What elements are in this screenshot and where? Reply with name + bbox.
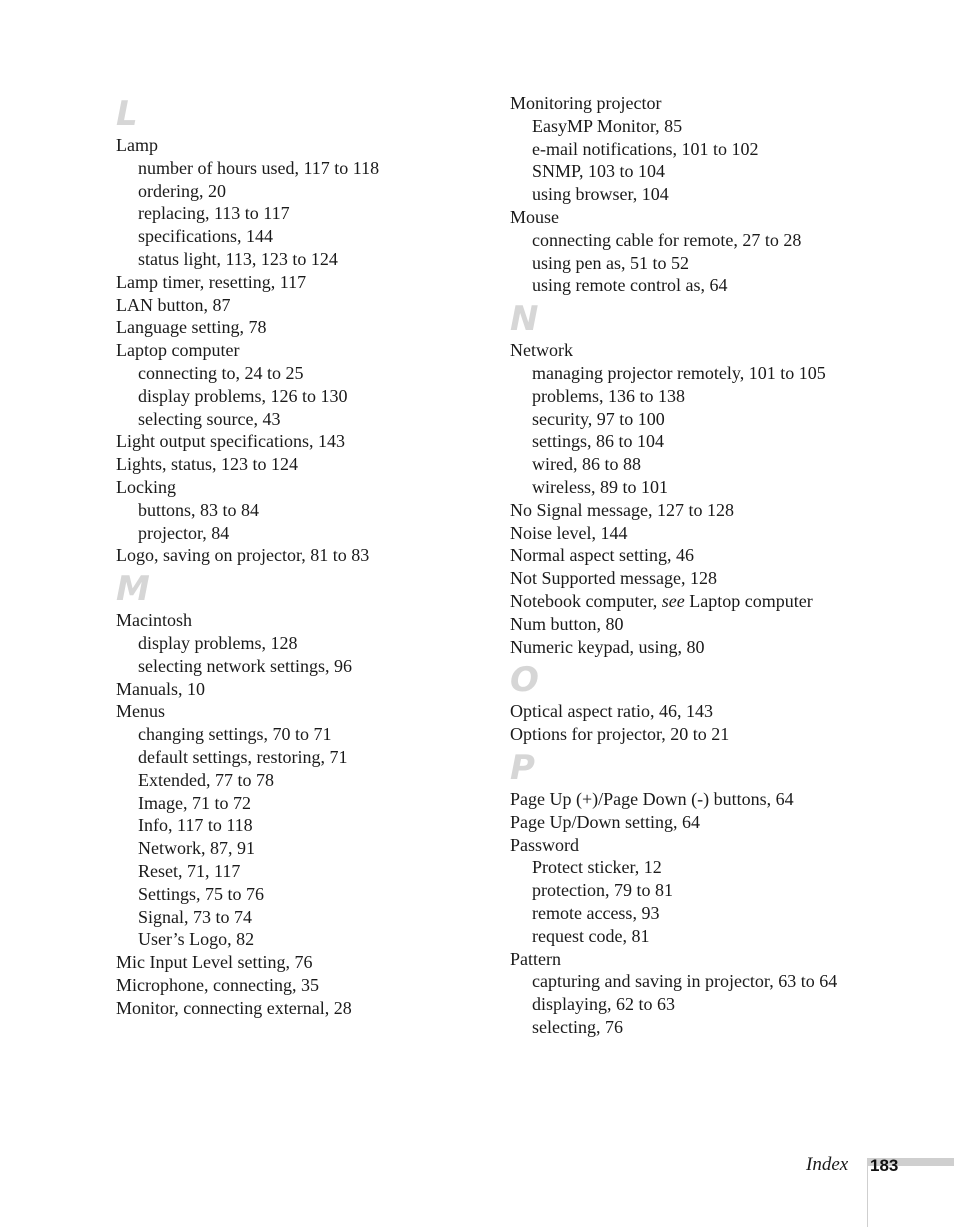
index-subentry: changing settings, 70 to 71 xyxy=(138,724,332,745)
index-subentry: connecting to, 24 to 25 xyxy=(138,362,304,383)
index-entry: Lamp timer, resetting, 117 xyxy=(116,271,307,292)
index-entry: Lamp xyxy=(116,135,158,155)
left-column xyxy=(116,92,516,1019)
index-entry: Microphone, connecting, 35 xyxy=(116,974,319,995)
index-subentry: wireless, 89 to 101 xyxy=(532,476,668,497)
section-letter-l: L xyxy=(116,94,138,134)
index-subentry: User’s Logo, 82 xyxy=(138,929,255,950)
index-entry: Light output specifications, 143 xyxy=(116,431,345,452)
index-entry: Options for projector, 20 to 21 xyxy=(510,724,730,745)
index-entry: Page Up/Down setting, 64 xyxy=(510,811,700,832)
section-n-entries xyxy=(510,339,930,658)
index-subentry: Network, 87, 91 xyxy=(138,838,255,859)
index-subentry: e-mail notifications, 101 to 102 xyxy=(532,138,759,159)
index-entry: Monitor, connecting external, 28 xyxy=(116,997,352,1018)
index-entry: Page Up (+)/Page Down (-) buttons, 64 xyxy=(510,788,794,809)
index-subentry: Settings, 75 to 76 xyxy=(138,883,265,904)
index-entry: Manuals, 10 xyxy=(116,678,205,699)
section-p-entries xyxy=(510,788,930,1039)
index-entry: Mouse xyxy=(510,206,559,227)
index-subentry: display problems, 126 to 130 xyxy=(138,385,348,406)
index-entry: Laptop computer xyxy=(116,340,240,361)
index-entry: Menus xyxy=(116,701,165,722)
index-entry: Optical aspect ratio, 46, 143 xyxy=(510,701,713,722)
index-subentry: request code, 81 xyxy=(532,925,650,946)
index-subentry: replacing, 113 to 117 xyxy=(138,203,290,224)
footer-section-label: Index xyxy=(806,1154,849,1175)
index-subentry: selecting source, 43 xyxy=(138,408,281,429)
index-entry: Macintosh xyxy=(116,610,192,631)
index-subentry: displaying, 62 to 63 xyxy=(532,994,675,1015)
index-entry: LAN button, 87 xyxy=(116,294,231,315)
index-subentry: default settings, restoring, 71 xyxy=(138,746,348,767)
section-m-entries xyxy=(116,609,516,1019)
index-subentry: number of hours used, 117 to 118 xyxy=(138,157,380,178)
index-entry: Numeric keypad, using, 80 xyxy=(510,636,705,657)
section-m-entries-continued xyxy=(510,92,930,297)
section-letter-m: M xyxy=(116,569,150,610)
index-entry: Pattern xyxy=(510,948,561,969)
index-subentry: wired, 86 to 88 xyxy=(532,454,641,475)
index-entry: Not Supported message, 128 xyxy=(510,568,717,589)
index-entry: No Signal message, 127 to 128 xyxy=(510,499,734,520)
index-entry: Normal aspect setting, 46 xyxy=(510,545,694,566)
index-subentry: Image, 71 to 72 xyxy=(138,792,251,813)
index-subentry: specifications, 144 xyxy=(138,226,273,247)
index-entry: Monitoring projector xyxy=(510,93,662,113)
index-entry: Language setting, 78 xyxy=(116,317,267,338)
section-letter-n: N xyxy=(510,299,539,340)
index-subentry: Protect sticker, 12 xyxy=(532,857,662,878)
index-subentry: problems, 136 to 138 xyxy=(532,385,685,406)
index-subentry: connecting cable for remote, 27 to 28 xyxy=(532,229,802,250)
index-entry: Locking xyxy=(116,476,176,497)
index-entry: Num button, 80 xyxy=(510,613,624,634)
index-subentry: SNMP, 103 to 104 xyxy=(532,161,666,182)
index-subentry: buttons, 83 to 84 xyxy=(138,499,260,520)
index-subentry: using remote control as, 64 xyxy=(532,275,728,296)
index-subentry: managing projector remotely, 101 to 105 xyxy=(532,362,826,383)
index-entry: Notebook computer, see Laptop computer xyxy=(510,590,813,611)
index-subentry: ordering, 20 xyxy=(138,180,226,201)
index-subentry: remote access, 93 xyxy=(532,902,660,923)
index-subentry: capturing and saving in projector, 63 to 64 xyxy=(532,971,838,992)
right-column xyxy=(510,92,930,1039)
section-letter-p: P xyxy=(510,747,535,788)
page-number: 183 xyxy=(870,1156,899,1175)
index-subentry: projector, 84 xyxy=(138,522,230,543)
index-subentry: using pen as, 51 to 52 xyxy=(532,252,689,273)
index-subentry: Info, 117 to 118 xyxy=(138,815,253,836)
index-subentry: display problems, 128 xyxy=(138,632,298,653)
index-entry: Network xyxy=(510,340,573,361)
index-entry: Logo, saving on projector, 81 to 83 xyxy=(116,545,370,566)
index-subentry: status light, 113, 123 to 124 xyxy=(138,248,338,269)
index-subentry: Extended, 77 to 78 xyxy=(138,769,274,790)
index-subentry: Reset, 71, 117 xyxy=(138,860,241,881)
index-subentry: protection, 79 to 81 xyxy=(532,880,673,901)
index-subentry: settings, 86 to 104 xyxy=(532,431,665,452)
index-subentry: selecting network settings, 96 xyxy=(138,655,352,676)
index-subentry: EasyMP Monitor, 85 xyxy=(532,115,683,136)
index-entry: Lights, status, 123 to 124 xyxy=(116,454,299,475)
index-entry: Mic Input Level setting, 76 xyxy=(116,952,313,973)
index-entry: Password xyxy=(510,834,580,855)
index-entry: Noise level, 144 xyxy=(510,522,628,543)
section-l-entries xyxy=(116,134,516,567)
index-subentry: Signal, 73 to 74 xyxy=(138,906,253,927)
section-letter-o: O xyxy=(510,660,539,701)
footer-vertical-rule xyxy=(867,1158,868,1227)
section-o-entries xyxy=(510,700,930,746)
index-subentry: selecting, 76 xyxy=(532,1016,623,1037)
index-subentry: using browser, 104 xyxy=(532,184,669,205)
index-subentry: security, 97 to 100 xyxy=(532,408,665,429)
